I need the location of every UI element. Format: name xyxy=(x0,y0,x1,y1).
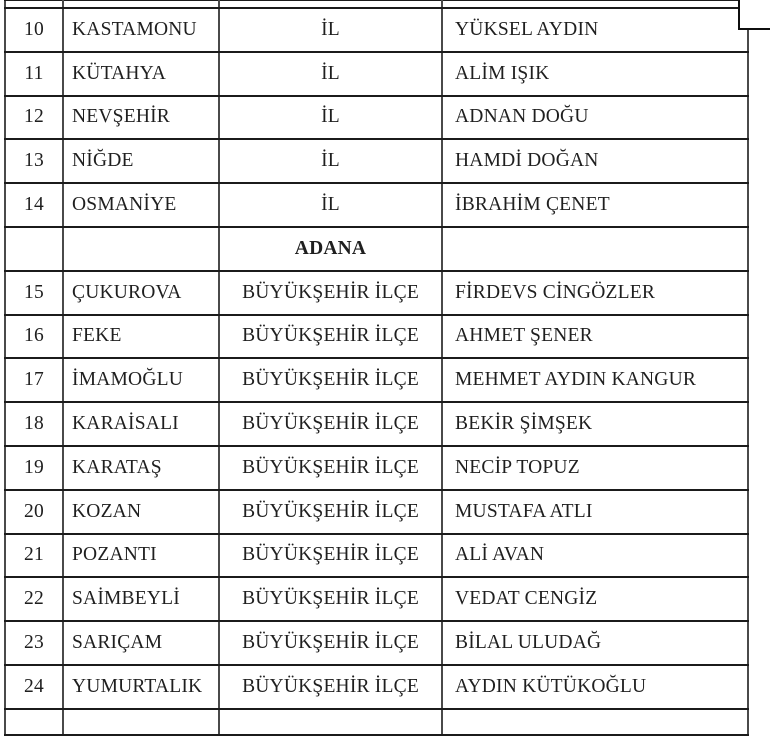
candidate-name-cell: İBRAHİM ÇENET xyxy=(442,183,748,227)
table-row xyxy=(5,534,748,578)
place-name-cell: ÇUKUROVA xyxy=(63,271,219,315)
clipped-row-below xyxy=(5,709,748,735)
table-row xyxy=(5,446,748,490)
table-row xyxy=(5,52,748,96)
place-name-cell: NİĞDE xyxy=(63,139,219,183)
place-name-cell: KÜTAHYA xyxy=(63,52,219,96)
place-name-cell: KASTAMONU xyxy=(63,8,219,52)
unit-type-cell: BÜYÜKŞEHİR İLÇE xyxy=(219,621,442,665)
place-name-cell: FEKE xyxy=(63,315,219,359)
row-number-cell: 20 xyxy=(5,490,63,534)
place-name-cell: SAİMBEYLİ xyxy=(63,577,219,621)
place-name-cell xyxy=(63,0,219,8)
unit-type-cell: BÜYÜKŞEHİR İLÇE xyxy=(219,358,442,402)
table-row xyxy=(5,96,748,140)
unit-type-cell: BÜYÜKŞEHİR İLÇE xyxy=(219,665,442,709)
unit-type-cell: BÜYÜKŞEHİR İLÇE xyxy=(219,271,442,315)
candidate-name-cell xyxy=(442,709,748,735)
row-number-cell: 13 xyxy=(5,139,63,183)
candidate-name-cell xyxy=(442,0,748,8)
unit-type-cell: BÜYÜKŞEHİR İLÇE xyxy=(219,577,442,621)
place-name-cell: KOZAN xyxy=(63,490,219,534)
row-number-cell: 21 xyxy=(5,534,63,578)
candidate-name-cell: BİLAL ULUDAĞ xyxy=(442,621,748,665)
row-number-cell: 19 xyxy=(5,446,63,490)
place-name-cell: İMAMOĞLU xyxy=(63,358,219,402)
candidate-name-cell: AYDIN KÜTÜKOĞLU xyxy=(442,665,748,709)
place-name-cell xyxy=(63,709,219,735)
unit-type-cell: BÜYÜKŞEHİR İLÇE xyxy=(219,490,442,534)
row-number-cell: 18 xyxy=(5,402,63,446)
table-row xyxy=(5,183,748,227)
unit-type-cell: İL xyxy=(219,96,442,140)
row-number-cell: 17 xyxy=(5,358,63,402)
unit-type-cell: BÜYÜKŞEHİR İLÇE xyxy=(219,315,442,359)
candidate-name-cell: ALİM IŞIK xyxy=(442,52,748,96)
place-name-cell: KARATAŞ xyxy=(63,446,219,490)
table-row xyxy=(5,315,748,359)
candidate-name-cell: VEDAT CENGİZ xyxy=(442,577,748,621)
row-number-cell xyxy=(5,709,63,735)
candidate-name-cell: ALİ AVAN xyxy=(442,534,748,578)
row-number-cell: 14 xyxy=(5,183,63,227)
clipped-row-above xyxy=(5,0,748,8)
candidate-name-cell xyxy=(442,227,748,271)
unit-type-cell: İL xyxy=(219,183,442,227)
row-number-cell: 22 xyxy=(5,577,63,621)
row-number-cell xyxy=(5,227,63,271)
row-number-cell: 10 xyxy=(5,8,63,52)
unit-type-cell: BÜYÜKŞEHİR İLÇE xyxy=(219,534,442,578)
place-name-cell: SARIÇAM xyxy=(63,621,219,665)
place-name-cell: POZANTI xyxy=(63,534,219,578)
row-number-cell xyxy=(5,0,63,8)
candidate-name-cell: ADNAN DOĞU xyxy=(442,96,748,140)
row-number-cell: 12 xyxy=(5,96,63,140)
section-header-row xyxy=(5,227,748,271)
unit-type-cell: İL xyxy=(219,139,442,183)
table-row xyxy=(5,490,748,534)
table-row xyxy=(5,402,748,446)
place-name-cell: YUMURTALIK xyxy=(63,665,219,709)
table-row xyxy=(5,358,748,402)
candidates-table-body xyxy=(5,0,748,735)
row-number-cell: 15 xyxy=(5,271,63,315)
table-row xyxy=(5,665,748,709)
unit-type-cell: İL xyxy=(219,52,442,96)
candidates-table xyxy=(4,0,749,736)
candidate-name-cell: NECİP TOPUZ xyxy=(442,446,748,490)
candidate-name-cell: MEHMET AYDIN KANGUR xyxy=(442,358,748,402)
table-row xyxy=(5,577,748,621)
table-row xyxy=(5,8,748,52)
candidate-name-cell: HAMDİ DOĞAN xyxy=(442,139,748,183)
unit-type-cell: BÜYÜKŞEHİR İLÇE xyxy=(219,446,442,490)
row-number-cell: 11 xyxy=(5,52,63,96)
place-name-cell: OSMANİYE xyxy=(63,183,219,227)
candidate-name-cell: MUSTAFA ATLI xyxy=(442,490,748,534)
place-name-cell xyxy=(63,227,219,271)
row-number-cell: 16 xyxy=(5,315,63,359)
row-number-cell: 24 xyxy=(5,665,63,709)
candidate-name-cell: FİRDEVS CİNGÖZLER xyxy=(442,271,748,315)
place-name-cell: KARAİSALI xyxy=(63,402,219,446)
section-title: ADANA xyxy=(219,227,442,271)
place-name-cell: NEVŞEHİR xyxy=(63,96,219,140)
page-corner-cutout-box xyxy=(738,0,770,30)
candidate-name-cell: AHMET ŞENER xyxy=(442,315,748,359)
candidate-name-cell: BEKİR ŞİMŞEK xyxy=(442,402,748,446)
candidate-name-cell: YÜKSEL AYDIN xyxy=(442,8,748,52)
unit-type-cell: İL xyxy=(219,8,442,52)
unit-type-cell xyxy=(219,0,442,8)
unit-type-cell: BÜYÜKŞEHİR İLÇE xyxy=(219,402,442,446)
unit-type-cell xyxy=(219,709,442,735)
table-row xyxy=(5,621,748,665)
table-row xyxy=(5,271,748,315)
row-number-cell: 23 xyxy=(5,621,63,665)
table-row xyxy=(5,139,748,183)
